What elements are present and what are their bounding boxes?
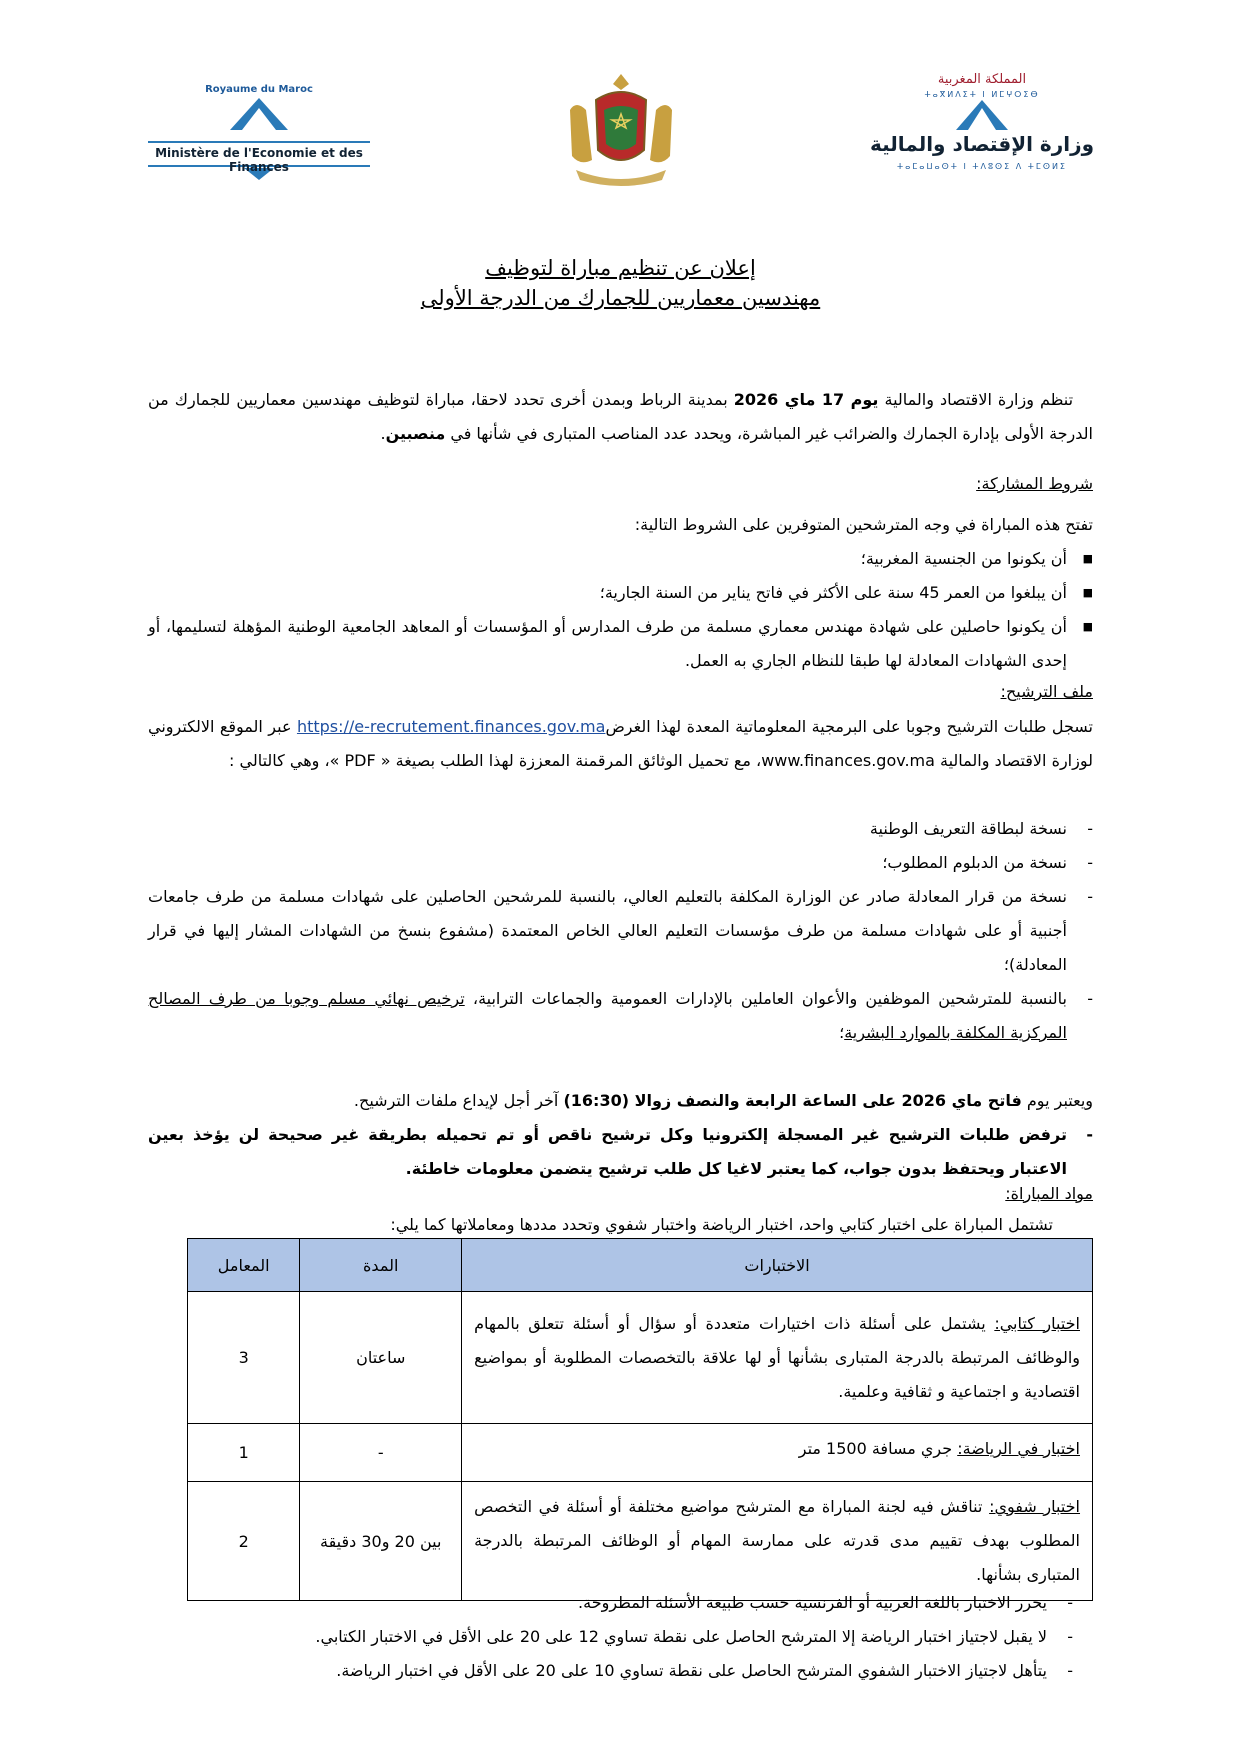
exam-description: اختبار في الرياضة: جري مسافة 1500 متر bbox=[462, 1424, 1093, 1482]
intro-text-1: تنظم وزارة الاقتصاد والمالية bbox=[878, 390, 1074, 409]
file-text-1: تسجل طلبات الترشيح وجوبا على البرمجية المعلوماتية المعدة لهذا الغرض bbox=[605, 717, 1094, 736]
logo-left-bottom-text: Ministère de l'Economie et des Finances bbox=[155, 146, 363, 174]
royal-coat-of-arms-icon bbox=[556, 70, 686, 190]
logo-right-top-text: المملكة المغربية bbox=[937, 72, 1027, 87]
header-exams: الاختبارات bbox=[462, 1239, 1093, 1292]
condition-item: ■ أن يكونوا من الجنسية المغربية؛ bbox=[860, 549, 1093, 568]
note-item: - يتأهل لاجتياز الاختبار الشفوي المترشح الحاصل على نقطة تساوي 10 على 20 على الأقل في اختبار الرياضة. bbox=[336, 1661, 1073, 1680]
hr-authorization-text: ترخيص نهائي مسلم وجوبا من طرف المصالح المركزية المكلفة بالموارد البشرية bbox=[148, 989, 1067, 1042]
exam-duration: - bbox=[300, 1424, 462, 1482]
note-item: - لا يقبل لاجتياز اختبار الرياضة إلا المترشح الحاصل على نقطة تساوي 12 على 20 على الأقل في الاختبار الكتابي. bbox=[315, 1627, 1073, 1646]
file-text-2: عبر الموقع الالكتروني لوزارة الاقتصاد والمالية bbox=[148, 717, 1093, 770]
intro-text-2: بمدينة الرباط وبمدن أخرى تحدد لاحقا، مباراة لتوظيف مهندسين معماريين للجمارك من الدرجة الأولى بإدارة الجمارك والضرائب غير المباشرة، ويحدد عدد المناصب المتبارى في شأنها في bbox=[148, 390, 1093, 443]
conditions-lead: تفتح هذه المباراة في وجه المترشحين المتوفرين على الشروط التالية: bbox=[634, 515, 1093, 534]
document-item: - نسخة لبطاقة التعريف الوطنية bbox=[869, 819, 1093, 838]
document-item: - نسخة من الدبلوم المطلوب؛ bbox=[882, 853, 1093, 872]
exam-coefficient: 3 bbox=[188, 1292, 300, 1424]
note-item: - يحرر الاختبار باللغة العربية أو الفرنسية حسب طبيعة الأسئلة المطروحة. bbox=[578, 1593, 1073, 1612]
exam-coefficient: 2 bbox=[188, 1482, 300, 1601]
ministry-website-link[interactable]: www.finances.gov.ma bbox=[761, 751, 935, 770]
conditions-heading: شروط المشاركة: bbox=[976, 474, 1093, 493]
exam-duration: بين 20 و30 دقيقة bbox=[300, 1482, 462, 1601]
condition-item: ■ أن يبلغوا من العمر 45 سنة على الأكثر في فاتح يناير من السنة الجارية؛ bbox=[599, 583, 1093, 602]
table-row bbox=[188, 1424, 1093, 1482]
document-item: - بالنسبة للمترشحين الموظفين والأعوان العاملين بالإدارات العمومية والجماعات الترابية، ترخيص نهائي مسلم وجوبا من طرف المصالح المركزية المكلفة بالموارد البشرية؛ bbox=[148, 989, 1093, 1042]
intro-paragraph bbox=[148, 383, 1093, 451]
logo-right-main-text: وزارة الإقتصاد والمالية bbox=[869, 132, 1095, 156]
exam-coefficient: 1 bbox=[188, 1424, 300, 1482]
logo-left-top-text: Royaume du Maroc bbox=[205, 84, 313, 95]
rejection-notice: - ترفض طلبات الترشيح غير المسجلة إلكترونيا وكل ترشيح ناقص أو تم تحميله بطريقة غير صحيحة لن يؤخذ بعين الاعتبار ويحتفظ بدون جواب، كما يعتبر لاغيا كل طلب ترشيح يتضمن معلومات خاطئة. bbox=[148, 1125, 1093, 1178]
logo-right-tifinagh-bottom: ⵜⴰⵎⴰⵡⴰⵙⵜ ⵏ ⵜⴷⵓⵙⵉ ⴷ ⵜⵎⵙⵍⵉ bbox=[897, 162, 1067, 171]
subjects-heading: مواد المباراة: bbox=[1005, 1184, 1093, 1203]
subjects-lead: تشتمل المباراة على اختبار كتابي واحد، اختبار الرياضة واختبار شفوي وتحدد مددها ومعاملاتها كما يلي: bbox=[390, 1215, 1053, 1234]
exam-duration: ساعتان bbox=[300, 1292, 462, 1424]
recruitment-portal-link[interactable]: https://e-recrutement.finances.gov.ma bbox=[296, 717, 606, 736]
deadline-paragraph: ويعتبر يوم فاتح ماي 2026 على الساعة الرابعة والنصف زوالا (16:30) آخر أجل لإيداع ملفات الترشيح. bbox=[353, 1091, 1093, 1110]
conditions-list bbox=[148, 542, 1093, 678]
condition-item: ■ أن يكونوا حاصلين على شهادة مهندس معماري مسلمة من طرف المدارس أو المؤسسات أو المعاهد الجامعية الوطنية المؤهلة لتسليمها، أو إحدى الشهادات المعادلة لها طبقا للنظام الجاري به العمل. bbox=[148, 617, 1093, 670]
table-row bbox=[188, 1292, 1093, 1424]
file-heading: ملف الترشيح: bbox=[1000, 682, 1093, 701]
file-paragraph bbox=[148, 710, 1093, 778]
exam-description: اختبار كتابي: يشتمل على أسئلة ذات اختيارات متعددة أو سؤال أو أسئلة تتعلق بالمهام والوظائف المرتبطة بالدرجة المتبارى بشأنها أو لها علاقة بالتخصصات المطلوبة أو بمواضيع اقتصادية و اجتماعية و ثقافية وعلمية. bbox=[462, 1292, 1093, 1424]
announcement-title-line1: إعلان عن تنظيم مباراة لتوظيف bbox=[485, 256, 756, 280]
competition-date: يوم 17 ماي 2026 bbox=[733, 390, 879, 409]
logo-right-tifinagh-top: ⵜⴰⴳⵍⴷⵉⵜ ⵏ ⵍⵎⵖⵔⵉⴱ bbox=[924, 90, 1040, 99]
documents-list bbox=[148, 812, 1093, 1050]
exams-table bbox=[187, 1238, 1093, 1601]
table-row bbox=[188, 1482, 1093, 1601]
intro-text-3: . bbox=[380, 424, 386, 443]
header-coefficient: المعامل bbox=[188, 1239, 300, 1292]
document-item: - نسخة من قرار المعادلة صادر عن الوزارة المكلفة بالتعليم العالي، بالنسبة للمرشحين الحاصلين على شهادات مسلمة من طرف جامعات أجنبية أو على شهادات مسلمة من طرف مؤسسات التعليم العالي الخاص المعتمدة (مشفوع بنسخ من الشهادات المشار إليها في قرار المعادلة)؛ bbox=[148, 887, 1093, 974]
header-duration: المدة bbox=[300, 1239, 462, 1292]
file-text-3: ، مع تحميل الوثائق المرقمنة المعززة لهذا الطلب بصيغة « PDF »، وهي كالتالي : bbox=[229, 751, 762, 770]
announcement-title-line2: مهندسين معماريين للجمارك من الدرجة الأولى bbox=[420, 286, 821, 310]
exam-description: اختبار شفوي: تناقش فيه لجنة المباراة مع المترشح مواضيع مختلفة أو أسئلة في التخصص المطلوب بهدف تقييم مدى قدرته على ممارسة المهام أو الوظائف المرتبطة بالدرجة المتبارى بشأنها. bbox=[462, 1482, 1093, 1601]
exam-notes bbox=[148, 1586, 1093, 1688]
ministry-logo-french bbox=[148, 80, 370, 180]
table-header-row bbox=[188, 1239, 1093, 1292]
ministry-logo-arabic bbox=[866, 70, 1098, 185]
positions-count: منصبين bbox=[385, 424, 446, 443]
deadline-date: فاتح ماي 2026 على الساعة الرابعة والنصف زوالا (16:30) bbox=[563, 1091, 1022, 1110]
